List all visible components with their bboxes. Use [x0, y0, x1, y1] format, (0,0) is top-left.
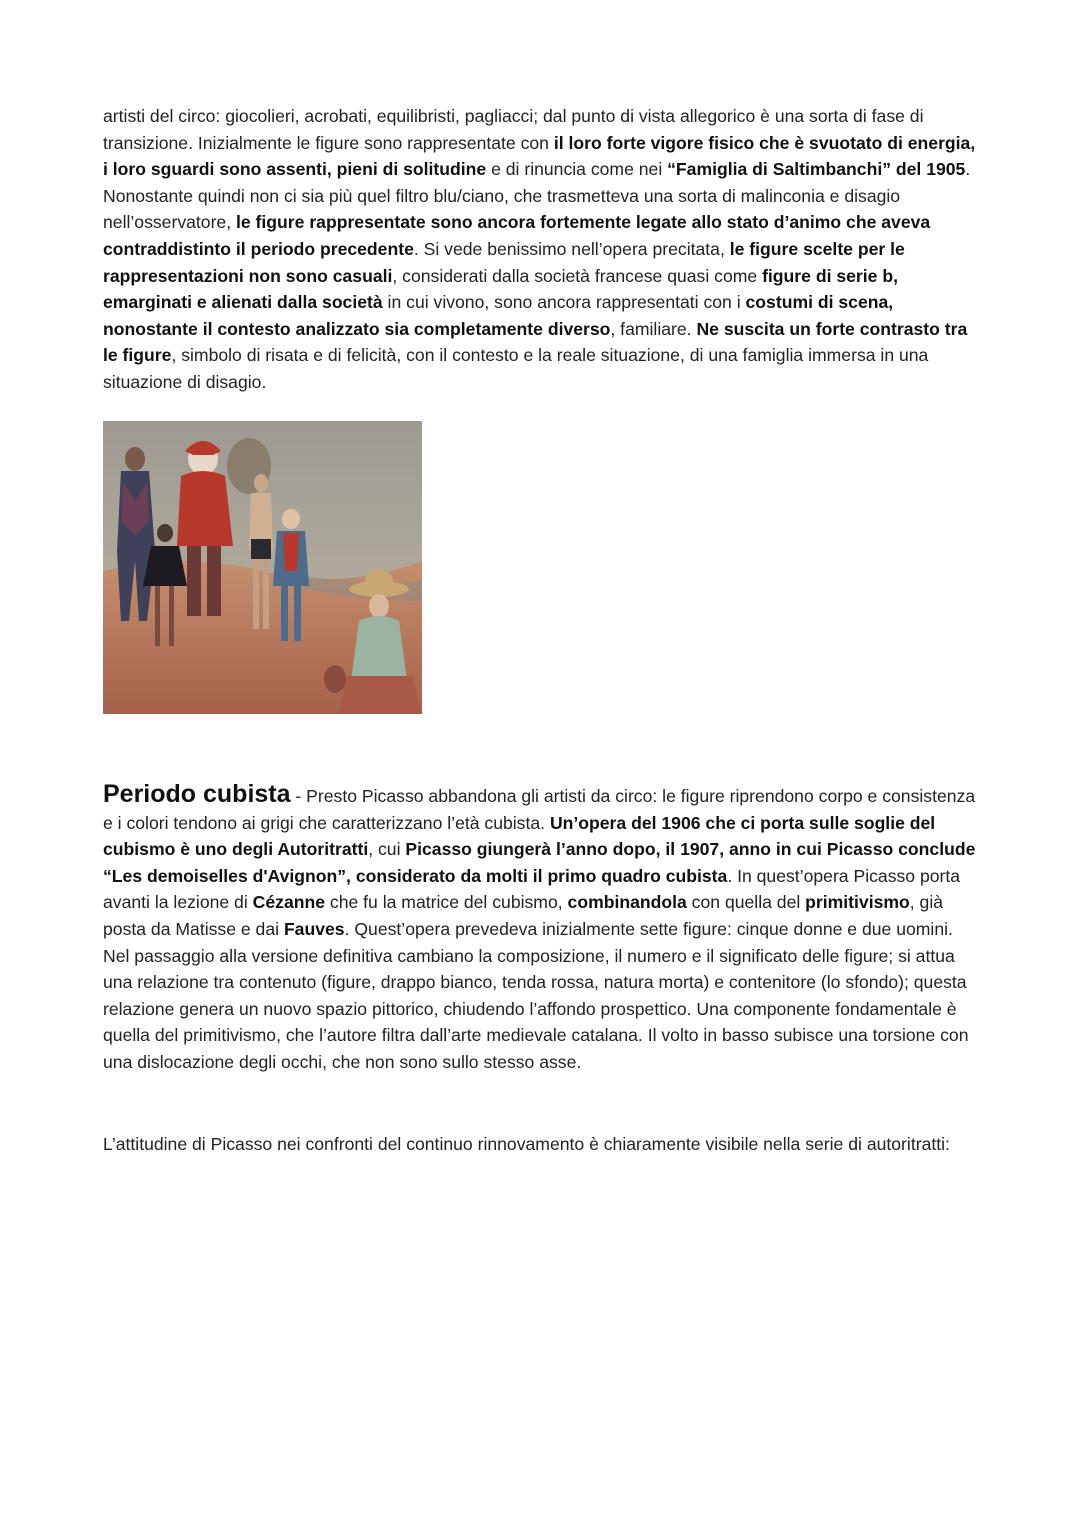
p1-bold-run: le figure rappresentate sono ancora fortemente legate allo stato d’animo che aveva contraddistinto il periodo precedente [103, 212, 931, 259]
paragraph-autoritratti: L’attitudine di Picasso nei confronti del continuo rinnovamento è chiaramente visibile nella serie di autoritratti: [103, 1134, 950, 1154]
p2-bold-run: combinandola [567, 892, 687, 913]
painting-famiglia-di-saltimbanchi [103, 421, 422, 714]
p2-text-run: , già posta da Matisse e dai [103, 892, 944, 939]
p2-bold-run: Un’opera del 1906 che ci porta sulle soglie del cubismo è uno degli Autoritratti [103, 812, 936, 860]
paragraph-saltimbanchi [103, 103, 983, 396]
p1-bold-run: il loro forte vigore fisico che è svuotato di energia, i loro sguardi sono assenti, pieni di solitudine [103, 132, 976, 180]
p1-bold-run: costumi di scena, nonostante il contesto analizzato sia completamente diverso [103, 292, 894, 339]
section-heading: Periodo cubista [103, 780, 291, 808]
paragraph-periodo-cubista [103, 781, 983, 1076]
p2-text-run: - Presto Picasso abbandona gli artisti da circo: le figure riprendono corpo e consistenza e i colori tendono ai grigi che caratterizzano l’età cubista. [103, 786, 976, 833]
p2-bold-run: Fauves [283, 918, 345, 939]
p1-text-run: in cui vivono, sono ancora rappresentati con i [382, 292, 746, 313]
p2-text-run: . Quest’opera prevedeva inizialmente sette figure: cinque donne e due uomini. Nel passaggio alla versione definitiva cambiano la composizione, il numero e il significato delle figure; si attua una relazione tra contenuto (figure, drappo bianco, tenda rossa, natura morta) e contenitore (lo sfondo); questa relazione genera un nuovo spazio pittorico, chiudendo l’affondo prospettico. Una componente fondamentale è quella del primitivismo, che l’autore filtra dall’arte medievale catalana. Il volto in basso subisce una torsione con una dislocazione degli occhi, che non sono sullo stesso asse. [103, 918, 969, 1072]
p2-bold-run: Picasso giungerà l’anno dopo, il 1907, anno in cui Picasso conclude “Les demoiselles d'Avignon”, considerato da molti il primo quadro cubista [103, 839, 976, 886]
p2-text-run: , cui [368, 839, 406, 860]
p1-text-run: , simbolo di risata e di felicità, con il contesto e la reale situazione, di una famiglia immersa in una situazione di disagio. [103, 345, 929, 392]
p1-bold-run: le figure scelte per le rappresentazioni non sono casuali [103, 238, 905, 286]
p1-text-run: , familiare. [610, 318, 697, 339]
p2-text-run: che fu la matrice del cubismo, [325, 892, 568, 913]
p1-text-run: . Si vede benissimo nell’opera precitata, [413, 238, 730, 259]
p2-bold-run: Cézanne [252, 892, 326, 913]
p2-bold-run: primitivismo [805, 892, 910, 913]
p1-bold-run: Ne suscita un forte contrasto tra le figure [103, 318, 968, 366]
p1-bold-run: “Famiglia di Saltimbanchi” del 1905 [667, 159, 966, 180]
p1-text-run: , considerati dalla società francese quasi come [392, 265, 763, 286]
p2-text-run: con quella del [686, 892, 806, 913]
p1-bold-run: figure di serie b, emarginati e alienati dalla società [103, 265, 898, 313]
p1-text-run: . Nonostante quindi non ci sia più quel filtro blu/ciano, che trasmetteva una sorta di malinconia e disagio nell’osservatore, [103, 159, 971, 233]
p1-text-run: e di rinuncia come nei [486, 159, 668, 180]
p2-text-run: . In quest’opera Picasso porta avanti la lezione di [103, 865, 961, 913]
p1-text-run: artisti del circo: giocolieri, acrobati, equilibristi, pagliacci; dal punto di vista allegorico è una sorta di fase di transizione. Inizialmente le figure sono rappresentate con [103, 106, 924, 153]
